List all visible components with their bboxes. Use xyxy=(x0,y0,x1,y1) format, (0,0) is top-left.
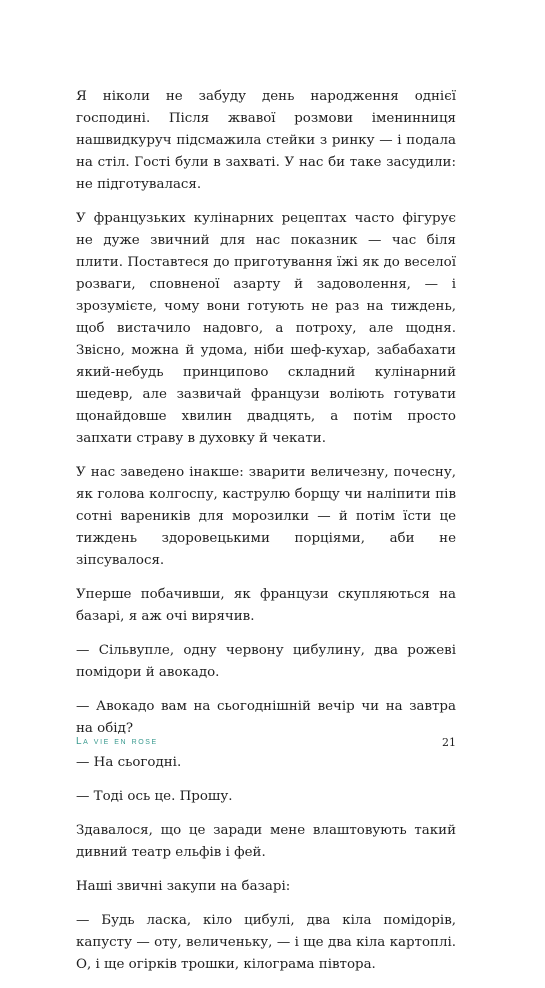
paragraph-our-habits: У нас заведено інакше: зварити величезну, почесну, як голова колгоспу, каструлю борщу чи наліпити пів сотні вареників для морозилки — й потім їсти це тиждень здоровецькими порціями, аби не зіпсувалося. xyxy=(76,465,456,568)
dialogue-line-5: — Будь ласка, кіло цибулі, два кіла помідорів, капусту — оту, величеньку, — і ще два кіла картоплі. О, і ще огірків трошки, кілограма півтора. xyxy=(76,913,456,972)
paragraph-theatre: Здавалося, що це заради мене влаштовують такий дивний театр ельфів і фей. xyxy=(76,823,456,860)
page-number: 21 xyxy=(442,736,456,749)
body-text xyxy=(76,86,456,988)
page-footer xyxy=(76,736,456,752)
running-title: La vie en rose xyxy=(76,736,158,747)
paragraph-first-market: Уперше побачивши, як французи скупляються на базарі, я аж очі вирячив. xyxy=(76,587,456,624)
dialogue-line-2: — Авокадо вам на сьогоднішній вечір чи на завтра на обід? xyxy=(76,699,456,736)
paragraph-birthday: Я ніколи не забуду день народження однієї господині. Після жвавої розмови іменинниця нашвидкуруч підсмажила стейки з ринку — і подала на стіл. Гості були в захваті. У нас би таке засудили: не підготувалася. xyxy=(76,89,456,192)
paragraph-our-shopping: Наші звичні закупи на базарі: xyxy=(76,879,291,894)
dialogue-line-4: — Тоді ось це. Прошу. xyxy=(76,789,233,804)
dialogue-line-3: — На сьогодні. xyxy=(76,755,182,770)
paragraph-cooking-time: У французьких кулінарних рецептах часто фігурує не дуже звичний для нас показник — час біля плити. Поставтеся до приготування їжі як до веселої розваги, сповненої азарту й задоволення, — і зрозумієте, чому вони готують не раз на тиждень, щоб вистачило надовго, а потроху, але щодня. Звісно, можна й удома, ніби шеф-кухар, забабахати який-небудь принципово складний кулінарний шедевр, але зазвичай французи воліють готувати щонайдовше хвилин двадцять, а потім просто запхати страву в духовку й чекати. xyxy=(76,211,456,446)
dialogue-line-1: — Сільвупле, одну червону цибулину, два рожеві помідори й авокадо. xyxy=(76,643,456,680)
